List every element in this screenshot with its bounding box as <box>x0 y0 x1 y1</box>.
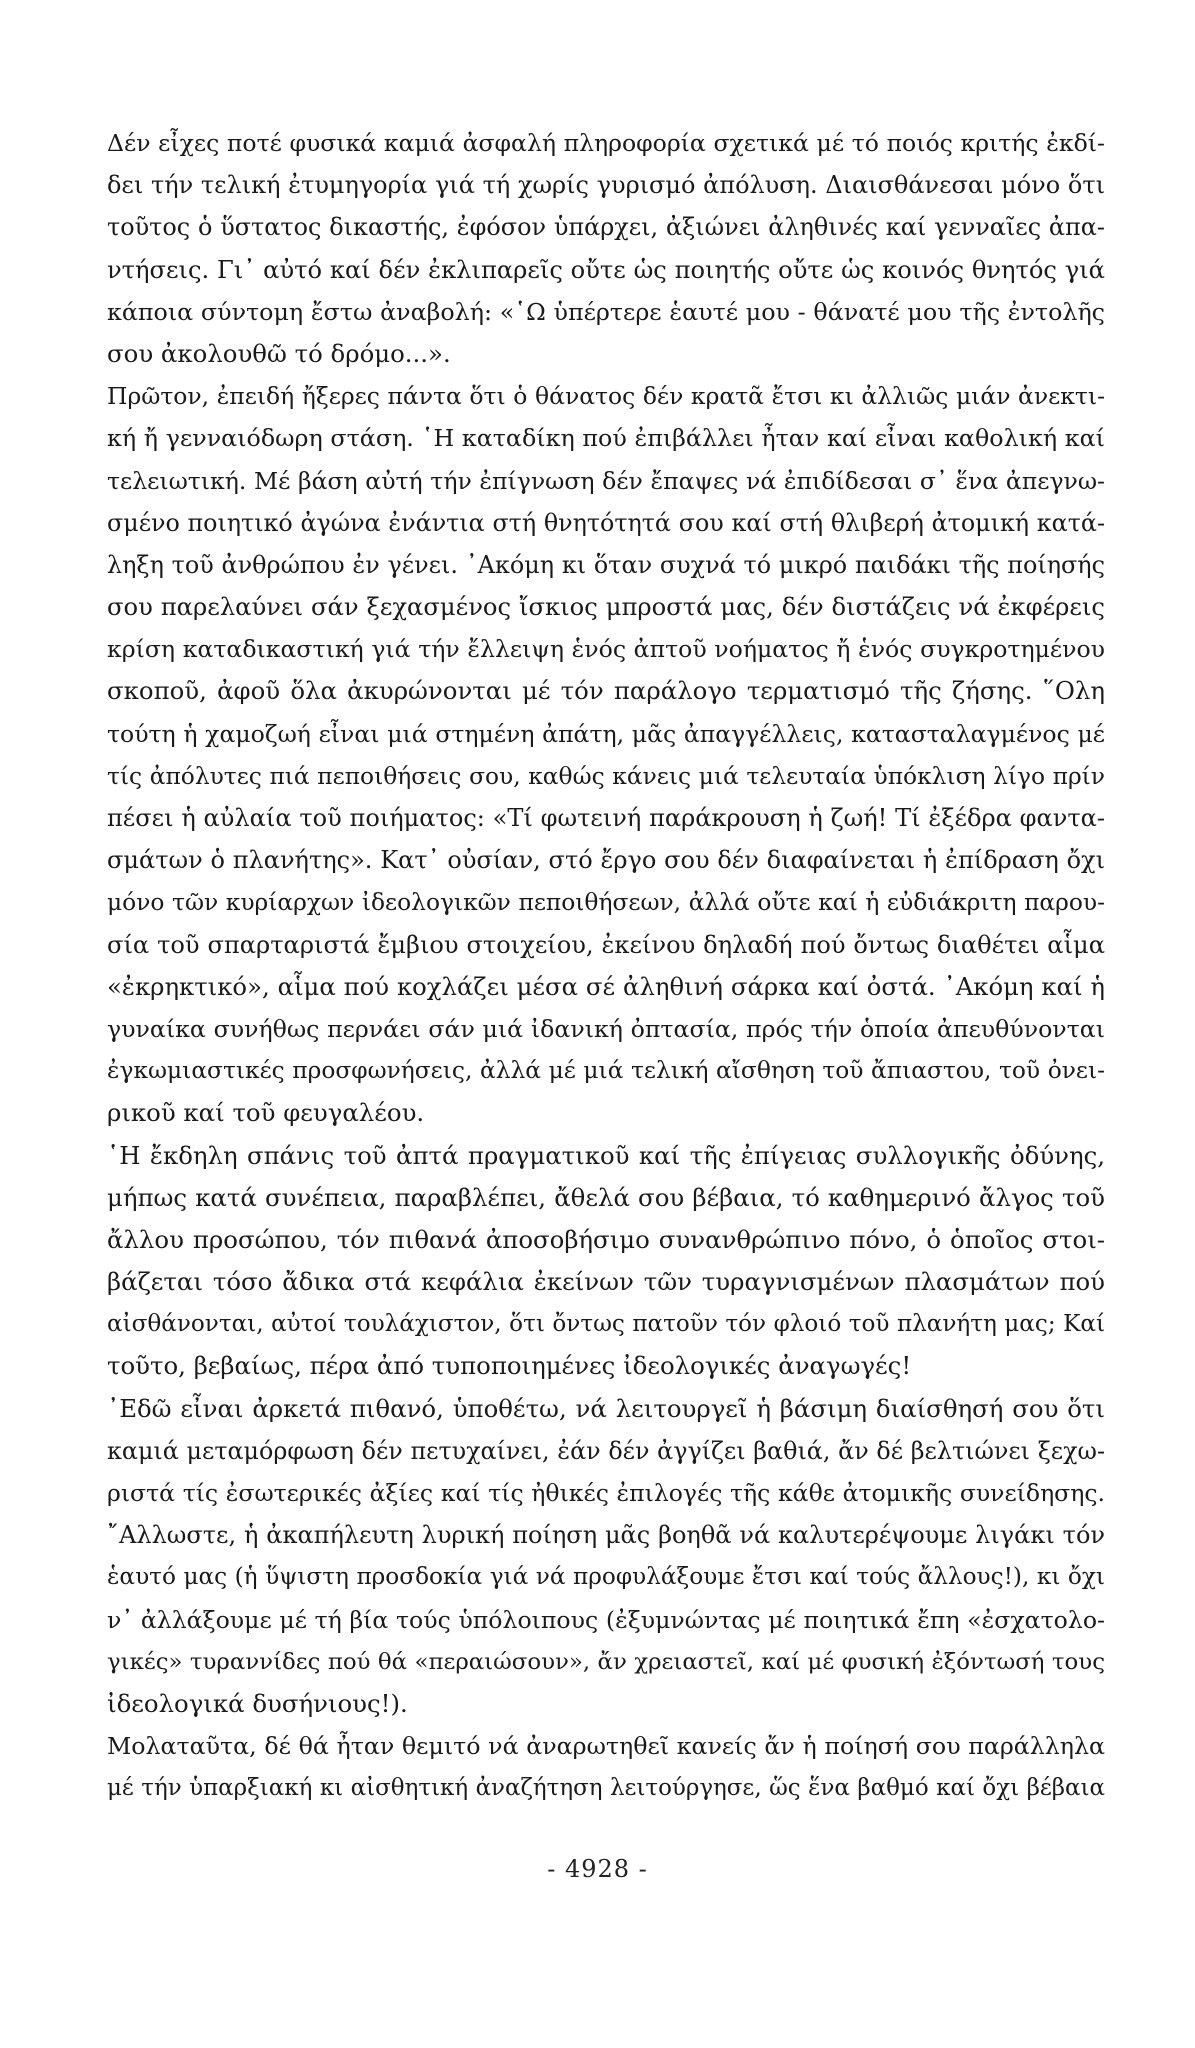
text-line: δει τήν τελική ἐτυμηγορία γιά τή χωρίς γυρισμό ἀπόλυση. Διαισθάνεσαι μόνο ὅτι <box>107 171 1105 200</box>
text-line: Μολαταῦτα, δέ θά ἦταν θεμιτό νά ἀναρωτηθεῖ κανείς ἄν ἡ ποίησή σου παράλληλα <box>107 1732 1105 1761</box>
text-line: μήπως κατά συνέπεια, παραβλέπει, ἄθελά σου βέβαια, τό καθημερινό ἄλγος τοῦ <box>107 1182 1105 1212</box>
text-line: ριστά τίς ἐσωτερικές ἀξίες καί τίς ἠθικές ἐπιλογές τῆς κάθε ἀτομικῆς συνείδησης. <box>107 1479 1105 1507</box>
text-line: ἄλλου προσώπου, τόν πιθανά ἀποσοβήσιμο συνανθρώπινο πόνο, ὁ ὁποῖος στοι- <box>107 1224 1105 1254</box>
text-line: σκοποῦ, ἀφοῦ ὅλα ἀκυρώνονται μέ τόν παράλογο τερματισμό τῆς ζήσης. ῞Ολη <box>107 676 1105 706</box>
text-line: κρίση καταδικαστική γιά τήν ἔλλειψη ἑνός ἀπτοῦ νοήματος ἤ ἑνός συγκροτημένου <box>107 635 1105 664</box>
text-line: ἰδεολογικά δυσήνιους!). <box>107 1688 408 1718</box>
text-line: βάζεται τόσο ἄδικα στά κεφάλια ἐκείνων τῶν τυραγνισμένων πλασμάτων πού <box>107 1267 1105 1297</box>
text-line: τίς ἀπόλυτες πιά πεποιθήσεις σου, καθώς κάνεις μιά τελευταία ὑπόκλιση λίγο πρίν <box>107 761 1105 790</box>
text-line: τελειωτική. Μέ βάση αὐτή τήν ἐπίγνωση δέν ἔπαψες νά ἐπιδίδεσαι σ᾽ ἕνα ἀπεγνω- <box>107 466 1105 495</box>
text-line: γυναίκα συνήθως περνάει σάν μιά ἰδανική ὀπτασία, πρός τήν ὁποία ἀπευθύνονται <box>107 1014 1105 1043</box>
text-line: καμιά μεταμόρφωση δέν πετυχαίνει, ἐάν δέν ἀγγίζει βαθιά, ἄν δέ βελτιώνει ξεχω- <box>107 1436 1105 1465</box>
text-line: σου παρελαύνει σάν ξεχασμένος ἴσκιος μπροστά μας, δέν διστάζεις νά ἐκφέρεις <box>107 593 1105 622</box>
text-line: ντήσεις. Γι᾽ αὐτό καί δέν ἐκλιπαρεῖς οὔτε ὡς ποιητής οὔτε ὡς κοινός θνητός γιά <box>107 255 1105 284</box>
text-line: ἑαυτό μας (ἡ ὕψιστη προσδοκία γιά νά προφυλάξουμε ἔτσι καί τούς ἄλλους!), κι ὄχι <box>107 1563 1105 1591</box>
text-line: σου ἀκολουθῶ τό δρόμο...». <box>107 338 451 368</box>
text-line: ν᾽ ἀλλάξουμε μέ τή βία τούς ὑπόλοιπους (ἐξυμνώντας μέ ποιητικά ἔπη «ἐσχατολο- <box>107 1605 1105 1634</box>
page-number: - 4928 - <box>547 1855 648 1883</box>
body-text <box>107 122 1105 1810</box>
text-line: τούτη ἡ χαμοζωή εἶναι μιά στημένη ἀπάτη, μᾶς ἀπαγγέλλεις, κατασταλαγμένος μέ <box>107 719 1105 748</box>
text-line: κάποια σύντομη ἔστω ἀναβολή: «῾Ω ὑπέρτερε ἑαυτέ μου - θάνατέ μου τῆς ἐντολῆς <box>107 297 1105 326</box>
text-line: σμάτων ὁ πλανήτης». Κατ᾽ οὐσίαν, στό ἔργο σου δέν διαφαίνεται ἡ ἐπίδραση ὄχι <box>107 846 1105 875</box>
text-line: σία τοῦ σπαρταριστά ἔμβιου στοιχείου, ἐκείνου δηλαδή πού ὄντως διαθέτει αἷμα <box>107 930 1105 959</box>
text-line: ᾽Εδῶ εἶναι ἀρκετά πιθανό, ὑποθέτω, νά λειτουργεῖ ἡ βάσιμη διαίσθησή σου ὅτι <box>107 1393 1105 1423</box>
text-line: σμένο ποιητικό ἀγώνα ἐνάντια στή θνητότητά σου καί στή θλιβερή ἀτομική κατά- <box>107 508 1105 537</box>
text-line: μόνο τῶν κυρίαρχων ἰδεολογικῶν πεποιθήσεων, ἀλλά οὔτε καί ἡ εὐδιάκριτη παρου- <box>107 888 1105 917</box>
text-line: Πρῶτον, ἐπειδή ἤξερες πάντα ὅτι ὁ θάνατος δέν κρατᾶ ἔτσι κι ἀλλιῶς μιάν ἀνεκτι- <box>107 382 1105 411</box>
text-line: κή ἤ γενναιόδωρη στάση. ῾Η καταδίκη πού ἐπιβάλλει ἦταν καί εἶναι καθολική καί <box>107 424 1105 453</box>
text-line: «ἐκρηκτικό», αἷμα πού κοχλάζει μέσα σέ ἀληθινή σάρκα καί ὀστά. ᾽Ακόμη καί ἡ <box>107 971 1105 1001</box>
text-line: πέσει ἡ αὐλαία τοῦ ποιήματος: «Τί φωτεινή παράκρουση ἡ ζωή! Τί ἐξέδρα φαντα- <box>107 804 1105 832</box>
text-line: Δέν εἶχες ποτέ φυσικά καμιά ἀσφαλή πληροφορία σχετικά μέ τό ποιός κριτής ἐκδί- <box>107 129 1105 157</box>
text-line: ῎Αλλωστε, ἡ ἀκαπήλευτη λυρική ποίηση μᾶς βοηθᾶ νά καλυτερέψουμε λιγάκι τόν <box>107 1521 1105 1550</box>
text-line: γικές» τυραννίδες πού θά «περαιώσουν», ἄν χρειαστεῖ, καί μέ φυσική ἐξόντωσή τους <box>107 1648 1105 1675</box>
text-line: τοῦτος ὁ ὕστατος δικαστής, ἐφόσον ὑπάρχει, ἀξιώνει ἀληθινές καί γενναῖες ἀπα- <box>107 213 1105 242</box>
text-line: ἐγκωμιαστικές προσφωνήσεις, ἀλλά μέ μιά τελική αἴσθηση τοῦ ἄπιαστου, τοῦ ὀνει- <box>107 1057 1105 1085</box>
text-line: ληξη τοῦ ἀνθρώπου ἐν γένει. ᾽Ακόμη κι ὅταν συχνά τό μικρό παιδάκι τῆς ποίησής <box>107 550 1105 579</box>
text-line: ρικοῦ καί τοῦ φευγαλέου. <box>107 1098 425 1128</box>
text-line: αἰσθάνονται, αὐτοί τουλάχιστον, ὅτι ὄντως πατοῦν τόν φλοιό τοῦ πλανήτη μας; Καί <box>107 1311 1105 1338</box>
text-line: τοῦτο, βεβαίως, πέρα ἀπό τυποποιημένες ἰδεολογικές ἀναγωγές! <box>107 1351 912 1381</box>
text-line: μέ τήν ὑπαρξιακή κι αἰσθητική ἀναζήτηση λειτούργησε, ὥς ἕνα βαθμό καί ὄχι βέβαια <box>107 1775 1105 1802</box>
text-line: ῾Η ἔκδηλη σπάνις τοῦ ἀπτά πραγματικοῦ καί τῆς ἐπίγειας συλλογικῆς ὀδύνης, <box>107 1140 1105 1170</box>
